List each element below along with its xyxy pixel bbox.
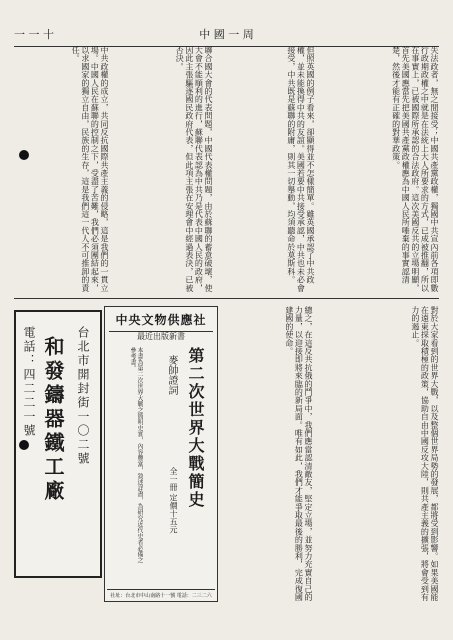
article-column-3: 聯合國大會的代表問題，中國代表權問題，由於蘇聯的蓄意破壞，使大會不能順利的進行，蘇聯代表認為中共乃是代表中國人民的政府，因此主張驅逐國民政府代表，但此項主張在安理會中經過表決，已被否決。 [175, 46, 213, 292]
book-price: 全一冊 定價十五元 [169, 467, 178, 534]
binding-hole-icon [19, 440, 29, 450]
article-column-4: 中共政權的成立，共同反抗國際共產主義的侵略，這是我們的一貫立場。中國人民在蘇聯的控制之下，受盡了苦難，我們必須團結起來，以求國家的獨立自由，民族的生存，這是我們這一代人不可推卸的責任。 [71, 46, 109, 292]
book-description: 本書為第二次世界大戰之簡明史實，內容豐富，敘述詳盡，為研究近代史者必備之參考書。 [129, 347, 143, 563]
page-number: 一 一 十 [14, 28, 54, 41]
publisher-ad [104, 306, 218, 602]
publisher-subtitle: 最近出版新書 [137, 332, 185, 341]
article-column-6: 總之，在這反共抗俄的鬥爭中，我們應當認清敵友，堅定立場，並努力充實自己的力量，以迎接即將來臨的新局面。唯有如此，我們才能爭取最後的勝利，完成復國建國的使命。 [284, 306, 313, 602]
ad-address: 台北市開封街一〇二號 [76, 326, 90, 466]
article-column-5: 對於大家看到的世界大戰，以及整個世界局勢的發展，都將受到影響。如果美國能在遠東採取積極的政策，協助自由中國反攻大陸，則共產主義的擴張，將會受到有力的遏止。 [410, 306, 439, 602]
ad-company-name: 和發鑄器鐵工廠 [41, 336, 65, 504]
section-divider [14, 298, 439, 299]
binding-hole-icon [19, 150, 29, 160]
book-author: 麥帥證詞 [166, 355, 177, 395]
page-header [14, 26, 439, 42]
magazine-title: 中 國 一 周 [199, 28, 254, 41]
article-column-2: 但照英國的例子看來，卻顯得並不怎樣簡單。雖英國承認了中共政權，並未能換得中共的友誼。美國若要中共接受承認，中共也未必會接受，中共既是蘇聯的附庸，則其一切舉動，均須聽命於莫斯科。 [286, 46, 315, 292]
ad-phone: 電話：四二二一號 [22, 326, 36, 438]
publisher-footer: 社址：台北市中山南路十一號 電話：二三二六 [107, 589, 215, 599]
book-title: 第二次世界大戰簡史 [186, 347, 205, 509]
article-column-1: 失法政者，無之間接受；中國共產黨政權，獨國中共宣內前各項即數行政期政權之中就是在法統上大人所要求的方式，已成被推翻，所以在事實上，已被國際所承認的合法政府。這次美國反共的立場明顯，首先美國應當先把美國共產黨政權應為中國人民所唾棄的事實認清楚，然後才能有正確的對華政策。 [391, 46, 439, 292]
publisher-name: 中央文物供應社 [109, 311, 213, 332]
